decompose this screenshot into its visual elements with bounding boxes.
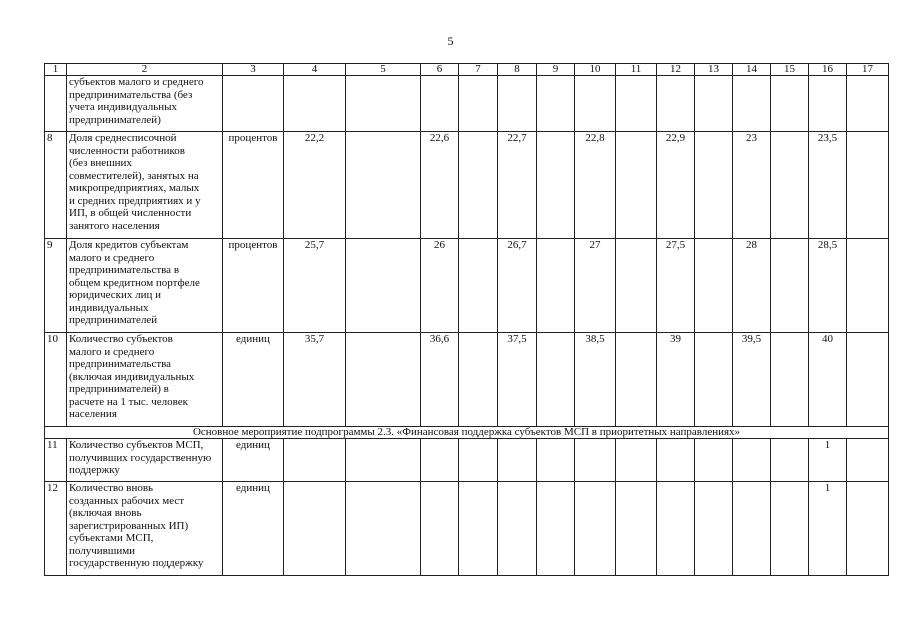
indicator-name-cell <box>67 239 223 333</box>
unit-cell: единиц <box>223 482 284 576</box>
indicator-name-line: Количество вновь <box>69 482 154 494</box>
column-number-cell: 5 <box>346 64 421 76</box>
indicator-name-line: предпринимательства в <box>69 264 180 276</box>
value-cell <box>459 482 498 576</box>
row-number-cell <box>45 76 67 132</box>
row-number-cell: 11 <box>45 439 67 482</box>
indicator-name-line: Количество субъектов <box>69 333 173 345</box>
value-cell <box>695 439 733 482</box>
column-number-cell: 9 <box>537 64 575 76</box>
value-cell <box>421 76 459 132</box>
value-cell: 39 <box>657 333 695 427</box>
value-cell <box>771 439 809 482</box>
value-cell <box>695 132 733 239</box>
value-cell <box>459 439 498 482</box>
value-cell: 36,6 <box>421 333 459 427</box>
indicator-name-line: предпринимательства (без <box>69 88 193 101</box>
indicator-name-line: зарегистрированных ИП) <box>69 519 189 532</box>
value-cell <box>498 76 537 132</box>
header-row <box>45 64 889 76</box>
value-cell: 35,7 <box>284 333 346 427</box>
value-cell <box>771 482 809 576</box>
column-number-cell: 10 <box>575 64 616 76</box>
column-number-cell: 13 <box>695 64 733 76</box>
table-row <box>45 482 889 576</box>
value-cell <box>537 333 575 427</box>
value-cell <box>695 333 733 427</box>
indicator-name-line: численности работников <box>69 144 185 157</box>
indicator-name-line: индивидуальных <box>69 301 149 314</box>
column-number-cell: 17 <box>847 64 889 76</box>
value-cell <box>847 482 889 576</box>
indicator-name-line: субъектов малого и среднего <box>69 76 204 88</box>
value-cell <box>284 439 346 482</box>
value-cell: 37,5 <box>498 333 537 427</box>
value-cell <box>537 239 575 333</box>
indicator-name-cell <box>67 439 223 482</box>
indicator-name-line: субъектами МСП, <box>69 532 154 544</box>
indicator-name-line: малого и среднего <box>69 251 155 264</box>
indicator-name-line: юридических лиц и <box>69 289 162 301</box>
indicator-name-line: получивших государственную <box>69 451 212 464</box>
indicator-name-line: расчете на 1 тыс. человек <box>69 395 189 408</box>
value-cell <box>695 76 733 132</box>
indicator-name-line: предпринимателей) <box>69 113 161 126</box>
indicator-name-line: Доля кредитов субъектам <box>69 239 189 251</box>
row-number-cell: 9 <box>45 239 67 333</box>
value-cell <box>733 76 771 132</box>
indicator-name-line: микропредприятиях, малых <box>69 182 200 194</box>
value-cell <box>695 239 733 333</box>
value-cell <box>616 76 657 132</box>
indicator-name-line: получившими <box>69 544 136 557</box>
value-cell <box>498 482 537 576</box>
indicator-name-line: предпринимательства <box>69 358 172 370</box>
indicator-name-cell <box>67 132 223 239</box>
value-cell <box>575 482 616 576</box>
value-cell <box>575 439 616 482</box>
column-number-cell: 8 <box>498 64 537 76</box>
value-cell: 25,7 <box>284 239 346 333</box>
column-number-cell: 7 <box>459 64 498 76</box>
section-row <box>45 427 889 439</box>
value-cell <box>657 76 695 132</box>
value-cell <box>809 76 847 132</box>
value-cell <box>847 333 889 427</box>
indicator-name-line: государственную поддержку <box>69 557 204 569</box>
indicators-table <box>44 63 889 576</box>
value-cell: 1 <box>809 439 847 482</box>
column-number-cell: 14 <box>733 64 771 76</box>
row-number-cell: 12 <box>45 482 67 576</box>
value-cell <box>346 333 421 427</box>
value-cell: 28 <box>733 239 771 333</box>
value-cell: 22,6 <box>421 132 459 239</box>
value-cell <box>346 132 421 239</box>
column-number-cell: 1 <box>45 64 67 76</box>
value-cell <box>459 76 498 132</box>
column-number-cell: 6 <box>421 64 459 76</box>
value-cell: 40 <box>809 333 847 427</box>
value-cell <box>616 132 657 239</box>
value-cell <box>733 439 771 482</box>
column-number-cell: 11 <box>616 64 657 76</box>
indicator-name-line: учета индивидуальных <box>69 101 178 113</box>
column-number-cell: 16 <box>809 64 847 76</box>
row-number-cell: 8 <box>45 132 67 239</box>
value-cell: 22,7 <box>498 132 537 239</box>
table-row <box>45 333 889 427</box>
value-cell: 26 <box>421 239 459 333</box>
value-cell <box>847 439 889 482</box>
value-cell <box>537 76 575 132</box>
indicator-name-line: поддержку <box>69 464 120 476</box>
value-cell <box>771 333 809 427</box>
value-cell: 28,5 <box>809 239 847 333</box>
indicator-name-line: предпринимателей <box>69 314 158 326</box>
indicator-name-line: Доля среднесписочной <box>69 132 177 144</box>
value-cell <box>616 333 657 427</box>
column-number-cell: 15 <box>771 64 809 76</box>
indicator-name-cell <box>67 76 223 132</box>
indicator-name-line: совместителей), занятых на <box>69 169 199 182</box>
indicator-name-line: Количество субъектов МСП, <box>69 439 204 451</box>
value-cell <box>733 482 771 576</box>
value-cell <box>459 333 498 427</box>
value-cell <box>346 439 421 482</box>
indicator-name-cell <box>67 333 223 427</box>
value-cell <box>346 76 421 132</box>
value-cell <box>771 76 809 132</box>
table-row <box>45 132 889 239</box>
indicator-name-line: созданных рабочих мест <box>69 494 185 507</box>
value-cell <box>771 239 809 333</box>
value-cell: 22,2 <box>284 132 346 239</box>
indicator-name-line: общем кредитном портфеле <box>69 276 200 289</box>
value-cell <box>537 132 575 239</box>
unit-cell: единиц <box>223 439 284 482</box>
value-cell <box>847 239 889 333</box>
value-cell <box>537 439 575 482</box>
indicator-name-line: предпринимателей) в <box>69 383 169 395</box>
value-cell <box>284 482 346 576</box>
value-cell <box>346 239 421 333</box>
indicator-name-line: (включая индивидуальных <box>69 370 195 383</box>
column-number-cell: 4 <box>284 64 346 76</box>
value-cell <box>575 76 616 132</box>
value-cell <box>459 132 498 239</box>
value-cell <box>616 239 657 333</box>
table-row <box>45 239 889 333</box>
value-cell <box>537 482 575 576</box>
value-cell: 23,5 <box>809 132 847 239</box>
value-cell <box>657 482 695 576</box>
value-cell <box>847 132 889 239</box>
value-cell: 38,5 <box>575 333 616 427</box>
page-number: 5 <box>447 34 454 48</box>
value-cell <box>847 76 889 132</box>
value-cell: 22,8 <box>575 132 616 239</box>
unit-cell: единиц <box>223 333 284 427</box>
value-cell: 22,9 <box>657 132 695 239</box>
column-number-cell: 2 <box>67 64 223 76</box>
value-cell <box>616 482 657 576</box>
table-row <box>45 76 889 132</box>
column-number-cell: 12 <box>657 64 695 76</box>
value-cell <box>657 439 695 482</box>
value-cell: 27,5 <box>657 239 695 333</box>
value-cell <box>284 76 346 132</box>
indicator-name-line: малого и среднего <box>69 345 155 358</box>
unit-cell <box>223 76 284 132</box>
unit-cell: процентов <box>223 132 284 239</box>
value-cell: 1 <box>809 482 847 576</box>
value-cell: 27 <box>575 239 616 333</box>
value-cell <box>346 482 421 576</box>
unit-cell: процентов <box>223 239 284 333</box>
indicator-name-cell <box>67 482 223 576</box>
indicator-name-line: (включая вновь <box>69 507 142 519</box>
indicator-name-line: ИП, в общей численности <box>69 207 192 219</box>
indicator-name-line: занятого населения <box>69 219 160 232</box>
value-cell: 26,7 <box>498 239 537 333</box>
value-cell: 39,5 <box>733 333 771 427</box>
table-row <box>45 439 889 482</box>
indicator-name-line: населения <box>69 408 117 420</box>
value-cell: 23 <box>733 132 771 239</box>
value-cell <box>695 482 733 576</box>
value-cell <box>771 132 809 239</box>
indicator-name-line: и средних предприятиях и у <box>69 194 201 207</box>
value-cell <box>616 439 657 482</box>
column-number-cell: 3 <box>223 64 284 76</box>
section-title-cell: Основное мероприятие подпрограммы 2.3. «Финансовая поддержка субъектов МСП в приоритетных направлениях» <box>45 427 889 439</box>
value-cell <box>421 439 459 482</box>
value-cell <box>459 239 498 333</box>
indicator-name-line: (без внешних <box>69 157 132 169</box>
value-cell <box>498 439 537 482</box>
value-cell <box>421 482 459 576</box>
row-number-cell: 10 <box>45 333 67 427</box>
